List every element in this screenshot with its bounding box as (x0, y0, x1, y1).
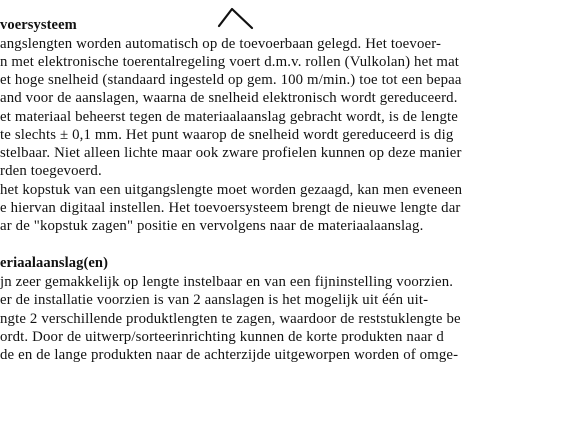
paragraph-line: te slechts ± 0,1 mm. Het punt waarop de snelheid wordt gereduceerd is dig (0, 127, 454, 143)
section-heading-toevoersysteem: voersysteem (0, 17, 77, 33)
section-heading-materiaalaanslagen: eriaalaanslag(en) (0, 255, 109, 271)
paragraph-line: ordt. Door de uitwerp/sorteerinrichting kunnen de korte produkten naar d (0, 329, 444, 345)
paragraph-line: n met elektronische toerentalregeling voert d.m.v. rollen (Vulkolan) het mat (0, 54, 460, 70)
paragraph-line: het kopstuk van een uitgangslengte moet worden gezaagd, kan men eveneen (0, 182, 463, 198)
paragraph-line: jn zeer gemakkelijk op lengte instelbaar en van een fijninstelling voorzien. (0, 274, 454, 290)
handwritten-caret-mark (216, 4, 256, 30)
paragraph-line: angslengten worden automatisch op de toevoerbaan gelegd. Het toevoer- (0, 36, 442, 52)
paragraph-line: and voor de aanslagen, waarna de snelheid elektronisch wordt gereduceerd. (0, 90, 458, 106)
paragraph-line: et hoge snelheid (standaard ingesteld op gem. 100 m/min.) toe tot een bepaa (0, 72, 462, 88)
paragraph-line: de en de lange produkten naar de achterzijde uitgeworpen worden of omge- (0, 347, 459, 363)
paragraph-line: rden toegevoerd. (0, 163, 102, 179)
paragraph-line: ar de "kopstuk zagen" positie en vervolgens naar de materiaalaanslag. (0, 218, 424, 234)
paragraph-line: et materiaal beheerst tegen de materiaalaanslag gebracht wordt, is de lengte (0, 109, 458, 125)
paragraph-line: ngte 2 verschillende produktlengten te zagen, waardoor de reststuklengte be (0, 311, 461, 327)
paragraph-line: er de installatie voorzien is van 2 aanslagen is het mogelijk uit één uit- (0, 292, 429, 308)
paragraph-line: stelbaar. Niet alleen lichte maar ook zware profielen kunnen op deze manier (0, 145, 462, 161)
paragraph-line: e hiervan digitaal instellen. Het toevoersysteem brengt de nieuwe lengte dar (0, 200, 461, 216)
